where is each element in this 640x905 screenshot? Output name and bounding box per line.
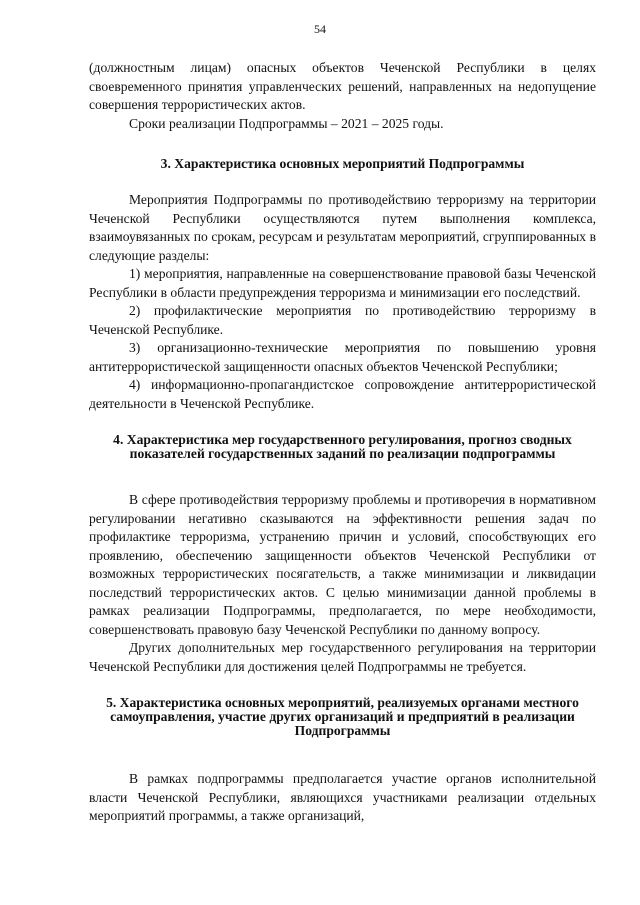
section-4-heading: 4. Характеристика мер государственного регулирования, прогноз сводных показателей государственных заданий по реализации подпрограммы [113, 432, 572, 461]
document-body [89, 59, 596, 826]
paragraph-terms: Сроки реализации Подпрограммы – 2021 – 2025 годы. [129, 115, 444, 131]
section-4-paragraph-1: В сфере противодействия терроризму проблемы и противоречия в нормативном регулировании негативно сказываются на эффективности решения задач по профилактике терроризма, устранению причин и условий, способствующих его проявлению, обеспечению защищенности объектов Чеченской Республики от возможных террористических посягательств, а также минимизации и ликвидации последствий террористических актов. С целью минимизации данной проблемы в рамках реализации Подпрограммы, предполагается, по мере необходимости, совершенствовать правовую базу Чеченской Республики по данному вопросу. [89, 492, 596, 637]
section-3-item-4: 4) информационно-пропагандистское сопровождение антитеррористической деятельности в Чеченской Республике. [89, 377, 596, 411]
paragraph-continued: (должностным лицам) опасных объектов Чеченской Республики в целях своевременного принятия управленческих решений, направленных на недопущение совершения террористических актов. [89, 60, 596, 112]
section-5-heading: 5. Характеристика основных мероприятий, реализуемых органами местного самоуправления, участие других организаций и предприятий в реализации Подпрограммы [106, 695, 579, 738]
section-3-intro: Мероприятия Подпрограммы по противодействию терроризму на территории Чеченской Республики осуществляются путем выполнения комплекса, взаимоувязанных по срокам, ресурсам и результатам мероприятий, сгруппированных в следующие разделы: [89, 192, 596, 263]
section-3-item-3: 3) организационно-технические мероприятия по повышению уровня антитеррористической защищенности опасных объектов Чеченской Республики; [89, 340, 596, 374]
section-3-item-1: 1) мероприятия, направленные на совершенствование правовой базы Чеченской Республики в области предупреждения терроризма и минимизации его последствий. [89, 266, 596, 300]
page-number: 54 [314, 22, 326, 36]
section-3-item-2: 2) профилактические мероприятия по противодействию терроризму в Чеченской Республике. [89, 303, 596, 337]
section-3-heading: 3. Характеристика основных мероприятий Подпрограммы [160, 156, 525, 171]
section-5-paragraph-1: В рамках подпрограммы предполагается участие органов исполнительной власти Чеченской Республики, являющихся участниками реализации отдельных мероприятий программы, а также организаций, [89, 771, 596, 823]
section-4-paragraph-2: Других дополнительных мер государственного регулирования на территории Чеченской Республики для достижения целей Подпрограммы не требуется. [89, 640, 596, 674]
